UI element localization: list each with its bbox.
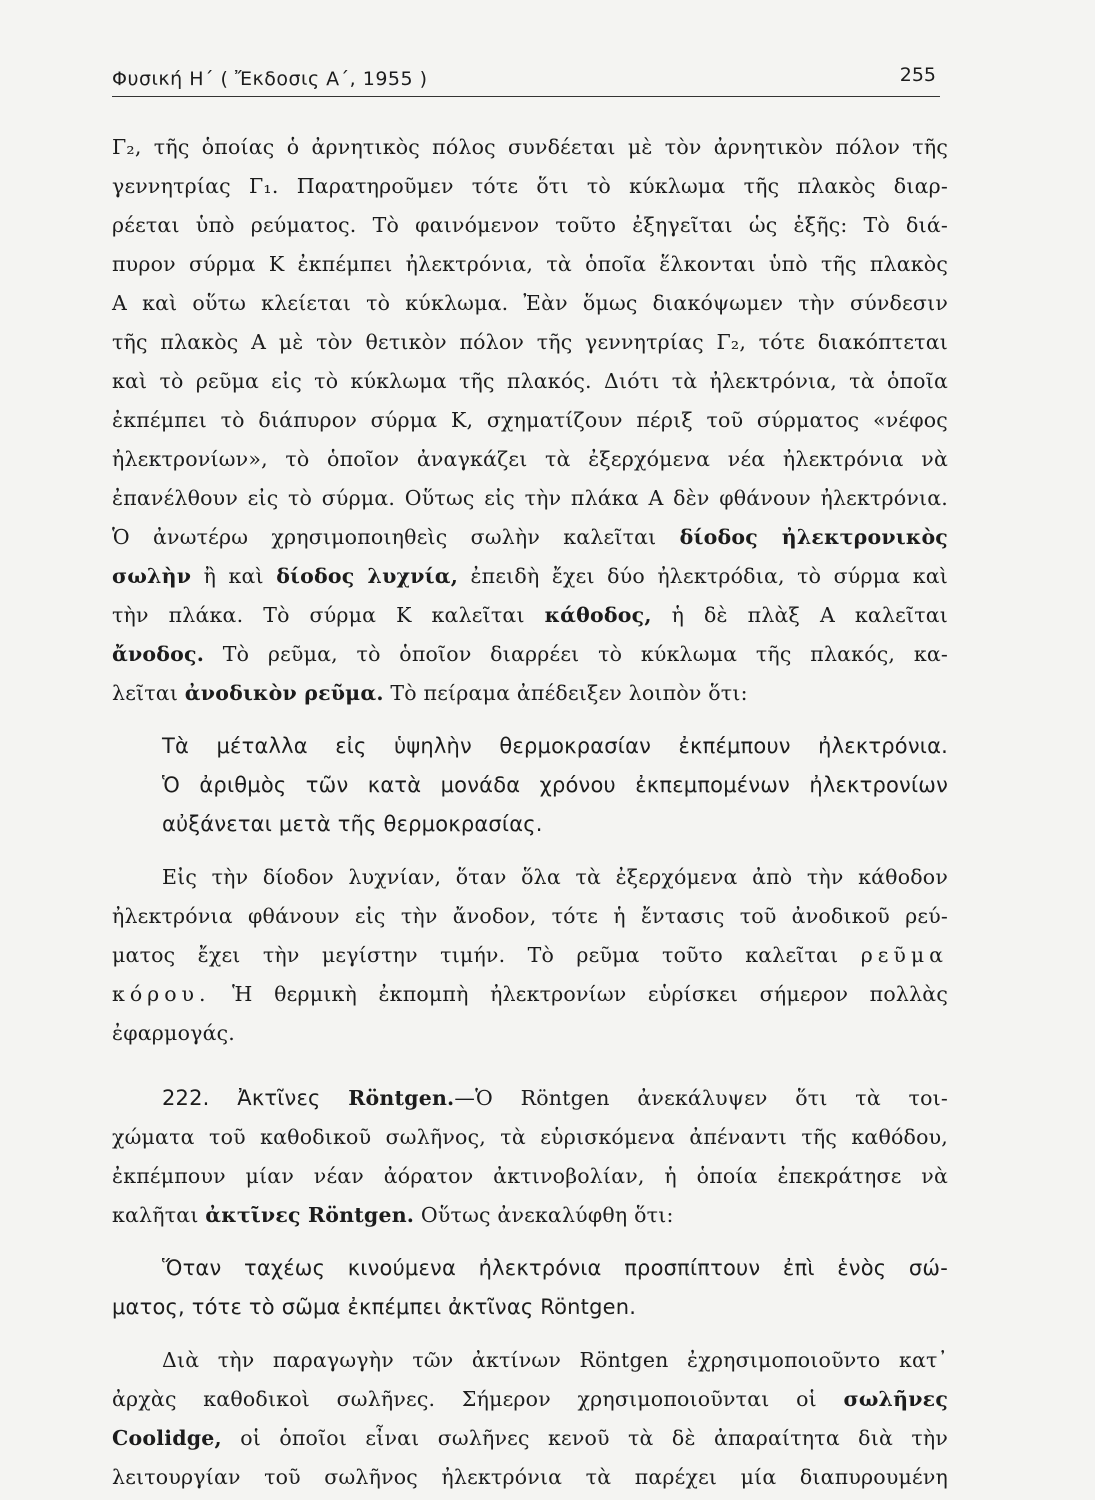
text-line: ρέεται ὑπὸ ρεύματος. Τὸ φαινόμενον τοῦτο ἐξηγεῖται ὡς ἑξῆς: Τὸ διά- bbox=[112, 213, 948, 237]
text-span: ἀρχὰς καθοδικοὶ σωλῆνες. Σήμερον χρησιμοποιοῦνται οἱ bbox=[112, 1387, 817, 1411]
text-line bbox=[112, 674, 948, 713]
text-span: ματος ἔχει τὴν μεγίστην τιμήν. Τὸ ρεῦμα τοῦτο καλεῖται bbox=[112, 943, 839, 967]
text-span: καλῆται bbox=[112, 1203, 199, 1227]
text-line bbox=[112, 1196, 948, 1235]
spacer bbox=[112, 713, 948, 727]
term-electronic-diode: δίοδος ἠλεκτρονικὸς bbox=[679, 525, 948, 549]
running-header bbox=[112, 62, 940, 97]
text-line: Διὰ τὴν παραγωγὴν τῶν ἀκτίνων Röntgen ἐχρησιμοποιοῦντο κατ᾽ bbox=[162, 1348, 948, 1372]
text-span: οἱ ὁποῖοι εἶναι σωλῆνες κενοῦ τὰ δὲ ἀπαραίτητα διὰ τὴν bbox=[240, 1426, 949, 1450]
text-line: ἠλεκτρονίων», τὸ ὁποῖον ἀναγκάζει τὰ ἐξερχόμενα νέα ἠλεκτρόνια νὰ bbox=[112, 447, 948, 471]
term-saturation-current: ρεῦμα bbox=[860, 943, 948, 967]
spacer bbox=[112, 1327, 948, 1341]
text-line: γεννητρίας Γ₁. Παρατηροῦμεν τότε ὅτι τὸ κύκλωμα τῆς πλακὸς διαρ- bbox=[112, 174, 948, 198]
text-span: ἡ δὲ πλὰξ Α καλεῖται bbox=[671, 603, 949, 627]
term-x-rays: ἀκτῖνες Röntgen. bbox=[205, 1203, 415, 1227]
section-number: 222. bbox=[162, 1086, 210, 1110]
text-line: ἠλεκτρόνια φθάνουν εἰς τὴν ἄνοδον, τότε ἡ ἔντασις τοῦ ἀνοδικοῦ ρεύ- bbox=[112, 904, 948, 928]
term-coolidge: Coolidge, bbox=[112, 1426, 222, 1450]
text-line: τῆς πλακὸς Α μὲ τὸν θετικὸν πόλον τῆς γεννητρίας Γ₂, τότε διακόπτεται bbox=[112, 330, 948, 354]
text-line: ἐκπέμπει τὸ διάπυρον σύρμα Κ, σχηματίζουν πέριξ τοῦ σύρματος «νέφος bbox=[112, 408, 948, 432]
text-line: χώματα τοῦ καθοδικοῦ σωλῆνος, τὰ εὑρισκόμενα ἀπέναντι τῆς καθόδου, bbox=[112, 1125, 948, 1149]
paragraph-diode-terms bbox=[112, 518, 948, 713]
paragraph-coolidge-tubes bbox=[112, 1341, 948, 1497]
spacer bbox=[112, 1235, 948, 1249]
paragraph-diode-explanation bbox=[112, 128, 948, 518]
text-line: πυρον σύρμα Κ ἐκπέμπει ἠλεκτρόνια, τὰ ὁποῖα ἕλκονται ὑπὸ τῆς πλακὸς bbox=[112, 252, 948, 276]
text-span: ἐπειδὴ ἔχει δύο ἠλεκτρόδια, τὸ σύρμα καὶ bbox=[470, 564, 949, 588]
text-span: Τὸ πείραμα ἀπέδειξεν λοιπὸν ὅτι: bbox=[390, 681, 748, 705]
text-span: λεῖται bbox=[112, 681, 179, 705]
section-title: Ἀκτῖνες bbox=[237, 1086, 321, 1110]
text-line: ἐφαρμογάς. bbox=[112, 1021, 236, 1045]
term-anode: ἄνοδος. bbox=[112, 642, 205, 666]
rule-line: Τὰ μέταλλα εἰς ὑψηλὴν θερμοκρασίαν ἐκπέμπουν ἠλεκτρόνια. bbox=[162, 734, 948, 758]
section-title-rontgen: Röntgen. bbox=[348, 1086, 455, 1110]
rule-line: Ὅταν ταχέως κινούμενα ἠλεκτρόνια προσπίπτουν ἐπὶ ἑνὸς σώ- bbox=[162, 1256, 948, 1280]
term-diode-lamp: δίοδος λυχνία, bbox=[276, 564, 459, 588]
header-title: Φυσική Η΄ ( Ἔκδοσις Α΄, 1955 ) bbox=[112, 68, 428, 90]
rule-statement-xray bbox=[112, 1249, 948, 1327]
text-line: λειτουργίαν τοῦ σωλῆνος ἠλεκτρόνια τὰ παρέχει μία διαπυρουμένη bbox=[112, 1465, 948, 1489]
page-body bbox=[112, 128, 948, 1497]
text-line: καὶ τὸ ρεῦμα εἰς τὸ κύκλωμα τῆς πλακός. Διότι τὰ ἠλεκτρόνια, τὰ ὁποῖα bbox=[112, 369, 948, 393]
spacer bbox=[112, 1053, 948, 1079]
term-cathode: κάθοδος, bbox=[544, 603, 652, 627]
text-span: Οὕτως ἀνεκαλύφθη ὅτι: bbox=[420, 1203, 674, 1227]
term-tubes: σωλῆνες bbox=[843, 1387, 948, 1411]
term-saturation: κόρου. bbox=[112, 982, 211, 1006]
paragraph-saturation-current bbox=[112, 858, 948, 1053]
text-span: ἢ καὶ bbox=[203, 564, 264, 588]
page-number: 255 bbox=[899, 64, 936, 86]
rule-statement-thermionic bbox=[112, 727, 948, 844]
text-line: Γ₂, τῆς ὁποίας ὁ ἀρνητικὸς πόλος συνδέεται μὲ τὸν ἀρνητικὸν πόλον τῆς bbox=[112, 135, 948, 159]
text-line: Εἰς τὴν δίοδον λυχνίαν, ὅταν ὅλα τὰ ἐξερχόμενα ἀπὸ τὴν κάθοδον bbox=[162, 865, 948, 889]
text-span: Ἡ θερμικὴ ἐκπομπὴ ἠλεκτρονίων εὑρίσκει σήμερον πολλὰς bbox=[232, 982, 948, 1006]
text-line: ἐκπέμπουν μίαν νέαν ἀόρατον ἀκτινοβολίαν, ἡ ὁποία ἐπεκράτησε νὰ bbox=[112, 1164, 948, 1188]
text-line: Α καὶ οὕτω κλείεται τὸ κύκλωμα. Ἐὰν ὅμως διακόψωμεν τὴν σύνδεσιν bbox=[112, 291, 948, 315]
term-anode-current: ἀνοδικὸν ρεῦμα. bbox=[184, 681, 384, 705]
text-line bbox=[112, 1419, 948, 1458]
text-span: —Ὁ Röntgen ἀνεκάλυψεν ὅτι τὰ τοι- bbox=[454, 1086, 949, 1110]
rule-line: Ὁ ἀριθμὸς τῶν κατὰ μονάδα χρόνου ἐκπεμπομένων ἠλεκτρονίων bbox=[162, 773, 948, 797]
text-line bbox=[112, 975, 948, 1014]
rule-line: αὐξάνεται μετὰ τῆς θερμοκρασίας. bbox=[162, 812, 543, 836]
section-heading-line bbox=[112, 1079, 948, 1118]
text-span: Τὸ ρεῦμα, τὸ ὁποῖον διαρρέει τὸ κύκλωμα τῆς πλακός, κα- bbox=[222, 642, 949, 666]
term-tube: σωλὴν bbox=[112, 564, 192, 588]
text-span: τὴν πλάκα. Τὸ σύρμα Κ καλεῖται bbox=[112, 603, 525, 627]
rule-line: ματος, τότε τὸ σῶμα ἐκπέμπει ἀκτῖνας Röntgen. bbox=[112, 1295, 637, 1319]
text-line bbox=[112, 557, 948, 596]
spacer bbox=[112, 844, 948, 858]
section-222-rontgen bbox=[112, 1079, 948, 1235]
text-line bbox=[112, 518, 948, 557]
text-line bbox=[112, 1380, 948, 1419]
text-line bbox=[112, 635, 948, 674]
text-line bbox=[112, 936, 948, 975]
text-line: ἐπανέλθουν εἰς τὸ σύρμα. Οὕτως εἰς τὴν πλάκα Α δὲν φθάνουν ἠλεκτρόνια. bbox=[112, 486, 948, 510]
text-span: Ὁ ἀνωτέρω χρησιμοποιηθεὶς σωλὴν καλεῖται bbox=[112, 525, 657, 549]
text-line bbox=[112, 596, 948, 635]
